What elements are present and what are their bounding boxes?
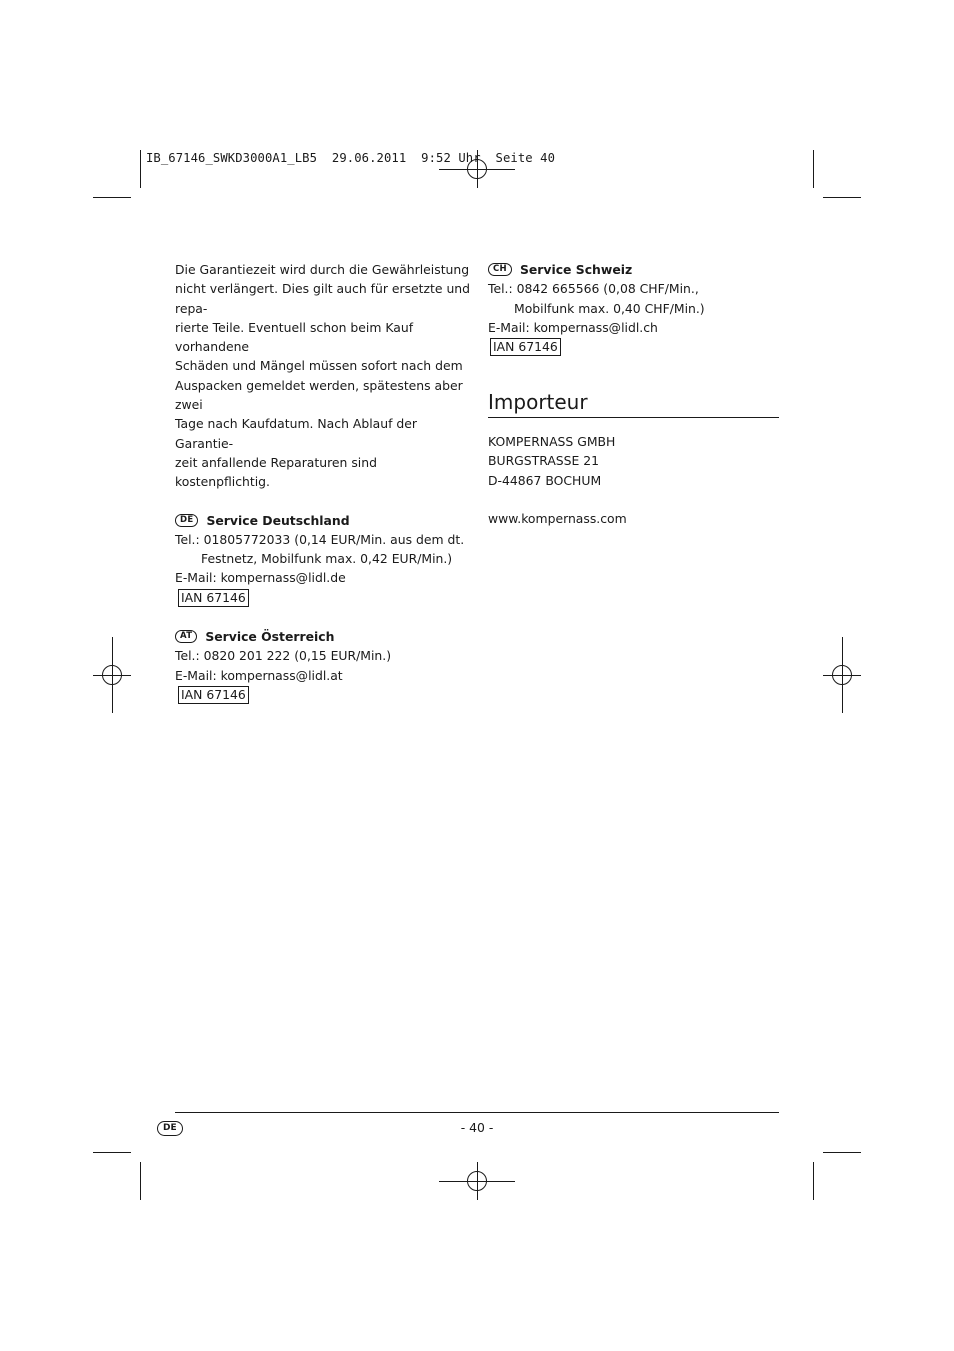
warranty-line: rierte Teile. Eventuell schon beim Kauf vorhandene — [175, 319, 414, 355]
service-de-heading — [175, 511, 470, 530]
importer-website: www.kompernass.com — [488, 510, 627, 526]
service-de-tel: Tel.: 01805772033 (0,14 EUR/Min. aus dem dt. — [175, 531, 465, 547]
importer-heading: Importeur — [488, 388, 779, 418]
service-at-tel: Tel.: 0820 201 222 (0,15 EUR/Min.) — [175, 648, 392, 664]
warranty-line: Tage nach Kaufdatum. Nach Ablauf der Garantie- — [175, 416, 417, 451]
service-de-tel-cont: Festnetz, Mobilfunk max. 0,42 EUR/Min.) — [201, 551, 453, 567]
service-ch-email: E-Mail: kompernass@lidl.ch — [488, 319, 658, 335]
ch-flag-icon: CH — [488, 263, 512, 276]
service-de-title: Service Deutschland — [206, 512, 350, 528]
service-at-ian: IAN 67146 — [178, 686, 249, 704]
service-at-email: E-Mail: kompernass@lidl.at — [175, 667, 343, 683]
service-ch-tel: Tel.: 0842 665566 (0,08 CHF/Min., — [488, 281, 699, 297]
left-column — [175, 260, 470, 704]
footer-de-flag-icon: DE — [157, 1121, 183, 1136]
at-flag-icon: AT — [175, 630, 197, 643]
service-de-email: E-Mail: kompernass@lidl.de — [175, 570, 346, 586]
warranty-paragraph — [175, 260, 470, 492]
importer-street: BURGSTRASSE 21 — [488, 453, 600, 469]
de-flag-icon: DE — [175, 514, 198, 527]
right-column — [488, 260, 783, 356]
service-de-block — [175, 511, 470, 607]
page-number: - 40 - — [460, 1120, 494, 1135]
service-at-heading — [175, 627, 470, 646]
importer-address — [488, 432, 783, 528]
warranty-line: Auspacken gemeldet werden, spätestens aber zwei — [175, 377, 463, 413]
print-slug: IB_67146_SWKD3000A1_LB5 29.06.2011 9:52 Uhr Seite 40 — [146, 151, 556, 165]
importer-city: D-44867 BOCHUM — [488, 472, 602, 488]
service-ch-heading — [488, 260, 783, 279]
warranty-line: Die Garantiezeit wird durch die Gewährleistung — [175, 262, 470, 277]
service-de-ian: IAN 67146 — [178, 589, 249, 607]
service-ch-title: Service Schweiz — [519, 262, 633, 277]
service-at-title: Service Österreich — [205, 629, 335, 645]
footer-rule — [175, 1112, 779, 1113]
warranty-line: Schäden und Mängel müssen sofort nach dem — [175, 358, 463, 374]
service-ch-block — [488, 260, 783, 356]
warranty-line: zeit anfallende Reparaturen sind kostenpflichtig. — [175, 454, 377, 490]
importer-company: KOMPERNASS GMBH — [488, 434, 616, 449]
service-at-block — [175, 627, 470, 704]
warranty-line: nicht verlängert. Dies gilt auch für ersetzte und repa- — [175, 281, 471, 316]
service-ch-tel-cont: Mobilfunk max. 0,40 CHF/Min.) — [514, 300, 705, 316]
service-ch-ian: IAN 67146 — [490, 338, 561, 356]
